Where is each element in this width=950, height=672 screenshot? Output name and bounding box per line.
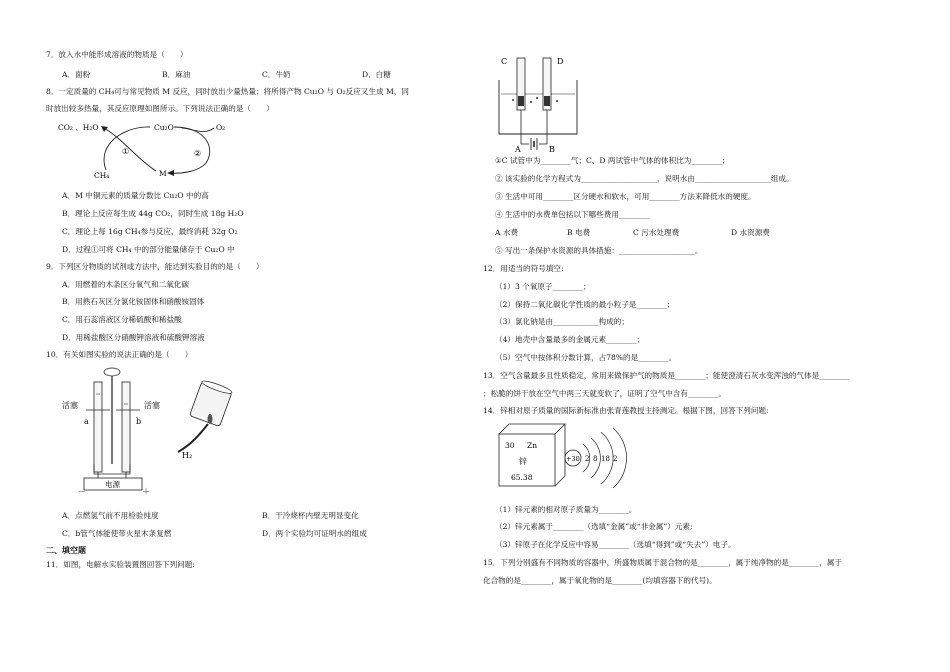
- q14-line-1: （1）锌元素的相对原子质量为________。: [495, 505, 637, 514]
- q10-valve-left-label: 活塞: [62, 401, 78, 410]
- q10-power-label: 电源: [105, 480, 120, 489]
- q11-line-5: ⑤ 写出一条保护水资源的具体措施：____________________。: [495, 246, 703, 255]
- section-title: 二、填空题: [46, 546, 86, 555]
- q8-option-a: A．M 中铜元素的质量分数比 Cu₂O 中的高: [62, 191, 209, 200]
- q8-arc-right-inner: [182, 128, 214, 132]
- q11-line-2: ② 该实验的化学方程式为____________________，说明水由____________________组成。: [495, 174, 794, 183]
- q8-option-c: C．理论上每 16g CH₄参与反应，最终消耗 32g O₂: [62, 227, 238, 236]
- q14-stem: 14．锌相对原子质量的国际新标准由张青莲教授主持测定。根据下图，回答下列问题:: [483, 406, 769, 415]
- q14-atomic-number: 30: [505, 441, 515, 450]
- q13-line-1: 13．空气含量最多且性质稳定，常用来做保护气的物质是________；能使澄清石灰水变浑浊的气体是________: [483, 371, 850, 380]
- q10-h2-label: H₂: [182, 451, 193, 460]
- q10-valve-right-label: 活塞: [144, 401, 160, 410]
- q11-label-d: D: [557, 57, 564, 66]
- q10-option-c: C．b管气体能使带火星木条复燃: [62, 529, 172, 538]
- q15-line-2: 化合物的是________，属于氧化物的是________(均填容器下的代号)。: [483, 576, 717, 585]
- q14-line-2: （2）锌元素属于________（选填“金属”或“非金属”）元素;: [495, 522, 693, 531]
- q11-fee-c: C 污水处理费: [633, 228, 680, 237]
- q8-label-ch4: CH₄: [94, 171, 110, 180]
- q11-label-c: C: [501, 57, 508, 66]
- q11-line-3: ③ 生活中可用________区分硬水和软水，可用________方法来降低水的硬度。: [495, 192, 756, 201]
- q10-electrolysis-diagram: [60, 364, 250, 494]
- q9-stem: 9．下列区分物质的试剂或方法中，能达到实验目的的是（ ）: [46, 262, 264, 271]
- q7-stem: 7．放入水中能形成溶液的物质是（ ）: [46, 50, 188, 59]
- q13-line-2: ；松脆的饼干放在空气中两三天就变软了，证明了空气中含有________。: [483, 389, 726, 398]
- q12-line-1: （1）3 个氧原子________；: [495, 282, 591, 291]
- q11-stem: 11．如图，电解水实验装置图回答下列问题:: [46, 560, 195, 569]
- q9-option-a: A．用燃着的木条区分氧气和二氧化碳: [62, 280, 189, 289]
- q12-stem: 12．用适当的符号填空:: [483, 264, 564, 273]
- q14-shell-4: 2: [613, 455, 618, 463]
- q10-h2-pipe: [178, 424, 208, 452]
- q8-arc-right: [168, 127, 210, 173]
- q14-nucleus-charge: +30: [566, 455, 580, 463]
- q14-element-symbol: Zn: [527, 441, 538, 450]
- q10-tube-a-label: a: [84, 417, 89, 426]
- q11-line-1: ①C 试管中为________气；C、D 两试管中气体的体积比为________；: [495, 156, 730, 165]
- q8-stem-line1: 8．一定质量的 CH₄可与常见物质 M 反应，同时放出少量热量；将所得产物 Cu₂O 与 O₂反应又生成 M，同: [46, 87, 409, 96]
- q8-arc-left-inner: [104, 128, 156, 171]
- q8-label-cycle1: ①: [122, 147, 130, 156]
- q8-arrow-left: [101, 126, 108, 132]
- q11-fee-b: B 电费: [567, 228, 591, 237]
- q7-option-c: C．牛奶: [262, 70, 291, 79]
- q7-option-a: A．面粉: [62, 70, 91, 79]
- q8-stem-line2: 时放出较多热量，其反应原理如图所示。下列说法正确的是（ ）: [46, 104, 274, 113]
- q9-option-b: B．用熟石灰区分氯化铵固体和硝酸铵固体: [62, 297, 205, 306]
- q12-line-2: （2）保持二氧化碳化学性质的最小粒子是________；: [495, 300, 675, 309]
- q11-electrolysis-diagram: [497, 52, 587, 152]
- q11-label-b: B: [549, 145, 555, 154]
- q11-electrode-d: [544, 96, 550, 106]
- q11-electrode-c: [518, 96, 524, 106]
- q10-option-d: D．两个实验均可证明水的组成: [262, 529, 367, 538]
- q10-tube-a: [94, 382, 102, 472]
- q12-line-4: （4）地壳中含量最多的金属元素________；: [495, 335, 645, 344]
- q14-atomic-mass: 65.38: [511, 473, 533, 482]
- q10-stem: 10．有关如图实验的说法正确的是（ ）: [46, 350, 193, 359]
- q14-zinc-diagram: [495, 420, 645, 490]
- q10-tube-b-label: b: [136, 417, 142, 426]
- q7-option-b: B．麻油: [162, 70, 191, 79]
- q8-label-o2: O₂: [216, 123, 226, 132]
- q8-option-d: D．过程①可将 CH₄ 中的部分能量储存于 Cu₂O 中: [62, 245, 235, 254]
- q10-option-b: B．干冷烧杯内壁无明显变化: [262, 511, 359, 520]
- q7-option-d: D．白糖: [362, 70, 391, 79]
- q9-option-c: C．用石蕊溶液区分稀硫酸和稀盐酸: [62, 315, 182, 324]
- q10-flame: [208, 414, 213, 424]
- q8-label-m: M: [159, 169, 167, 178]
- q8-cycle-diagram: [56, 118, 276, 188]
- q8-label-cycle2: ②: [194, 149, 202, 158]
- q9-option-d: D．用稀盐酸区分硝酸钾溶液和硫酸钾溶液: [62, 333, 205, 342]
- q14-shell-2: 8: [593, 455, 598, 463]
- q10-option-a: A．点燃氢气前不用检验纯度: [62, 511, 159, 520]
- q11-fee-d: D 水资源费: [731, 228, 770, 237]
- q11-fee-a: A 水费: [495, 228, 519, 237]
- q14-shell-3: 18: [601, 455, 610, 463]
- q14-line-3: （3）锌原子在化学反应中容易________（选填“得到”或“失去”）电子。: [495, 540, 736, 549]
- q8-arrow-right: [167, 170, 174, 176]
- q12-line-3: （3）氯化钠是由____________构成的；: [495, 317, 629, 326]
- q14-shell-1: 2: [585, 455, 590, 463]
- q15-line-1: 15．下列分别盛有不同物质的容器中，所盛物质属于混合物的是________，属于纯净物的是________，属于: [483, 558, 842, 567]
- q14-element-name: 锌: [519, 457, 527, 466]
- q12-line-5: （5）空气中按体积分数计算，占78%的是________。: [495, 353, 677, 362]
- q10-minus-label: －: [78, 487, 86, 496]
- q11-label-a: A: [515, 145, 521, 154]
- q10-tube-b: [122, 382, 130, 472]
- q10-plus-label: ＋: [142, 487, 150, 496]
- q8-option-b: B．理论上反应每生成 44g CO₂，同时生成 18g H₂O: [62, 209, 244, 218]
- q8-label-cu2o: Cu₂O: [154, 123, 174, 132]
- q11-line-4: ④ 生活中的水费单包括以下哪些费用________: [495, 210, 650, 219]
- q8-label-co2-h2o: CO₂ 、H₂O: [58, 123, 99, 132]
